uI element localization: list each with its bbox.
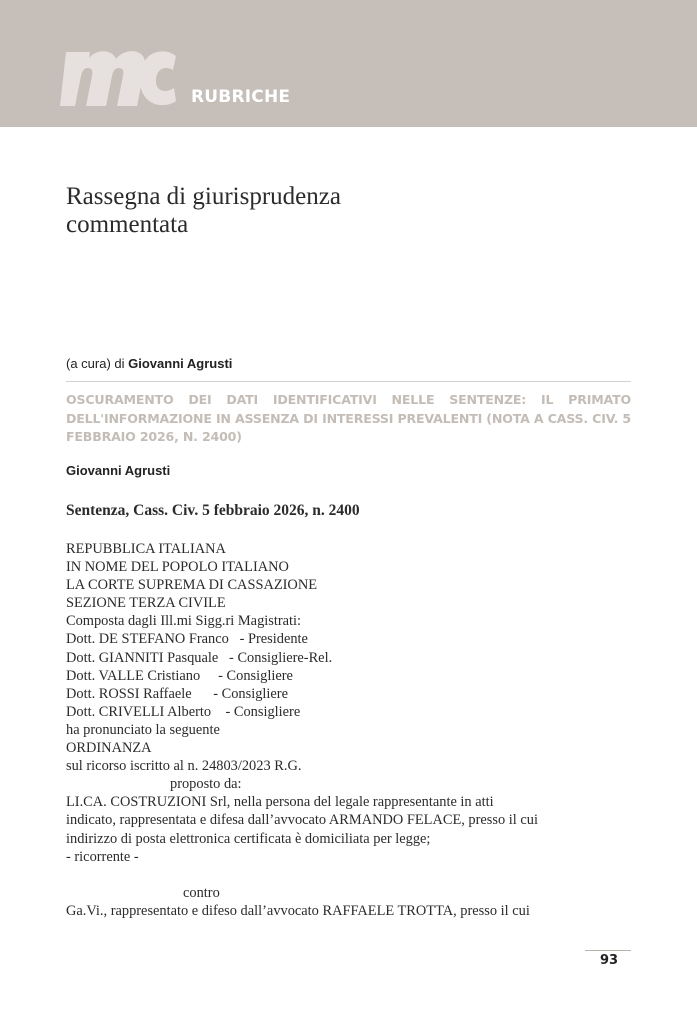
body-line: Dott. ROSSI Raffaele - Consigliere: [66, 685, 288, 702]
body-line: proposto da:: [170, 776, 242, 793]
body-line: IN NOME DEL POPOLO ITALIANO: [66, 559, 289, 576]
body-line: Composta dagli Ill.mi Sigg.ri Magistrati:: [66, 613, 302, 630]
title-line-1: Rassegna di giurisprudenza: [66, 183, 341, 210]
curator-credit: [66, 356, 232, 371]
section-label: RUBRICHE: [191, 87, 291, 107]
page-number: 93: [600, 953, 619, 968]
body-line: indirizzo di posta elettronica certificata è domiciliata per legge;: [66, 830, 431, 847]
page-number-rule: [585, 950, 631, 951]
body-line: Ga.Vi., rappresentato e difeso dall’avvocato RAFFAELE TROTTA, presso il cui: [66, 902, 530, 919]
title-line-2: commentata: [66, 211, 189, 238]
body-line: LI.CA. COSTRUZIONI Srl, nella persona del legale rappresentante in atti: [66, 794, 494, 811]
body-line: Dott. CRIVELLI Alberto - Consigliere: [66, 703, 301, 720]
body-line: REPUBBLICA ITALIANA: [66, 541, 226, 557]
article-heading: OSCURAMENTO DEI DATI IDENTIFICATIVI NELLE SENTENZE: IL PRIMATO DELL'INFORMAZIONE IN ASSENZA DI INTERESSI PREVALENTI (NOTA A CASS. CIV. 5 FEBBRAIO 2026, N. 2400): [66, 392, 631, 444]
body-line: Dott. DE STEFANO Franco - Presidente: [66, 631, 308, 648]
page-title: [66, 183, 341, 239]
body-line: ha pronunciato la seguente: [66, 721, 220, 738]
body-line: contro: [183, 884, 220, 901]
section-header-band: [0, 0, 697, 127]
article-author: Giovanni Agrusti: [66, 463, 171, 478]
curator-name: Giovanni Agrusti: [128, 356, 233, 371]
sentenza-body: [66, 540, 646, 920]
body-line: SEZIONE TERZA CIVILE: [66, 595, 226, 612]
body-line: indicato, rappresentata e difesa dall’avvocato ARMANDO FELACE, presso il cui: [66, 812, 538, 829]
body-line: - ricorrente -: [66, 848, 139, 865]
blank-line: [66, 866, 646, 884]
curator-prefix: (a cura) di: [66, 356, 129, 371]
divider: [66, 381, 631, 382]
body-line: LA CORTE SUPREMA DI CASSAZIONE: [66, 577, 317, 594]
body-line: sul ricorso iscritto al n. 24803/2023 R.G.: [66, 758, 302, 775]
mc-logo: [60, 44, 180, 112]
body-line: ORDINANZA: [66, 740, 152, 757]
body-line: Dott. GIANNITI Pasquale - Consigliere-Rel.: [66, 649, 333, 666]
body-line: Dott. VALLE Cristiano - Consigliere: [66, 667, 293, 684]
sentenza-title: Sentenza, Cass. Civ. 5 febbraio 2026, n. 2400: [66, 502, 360, 519]
